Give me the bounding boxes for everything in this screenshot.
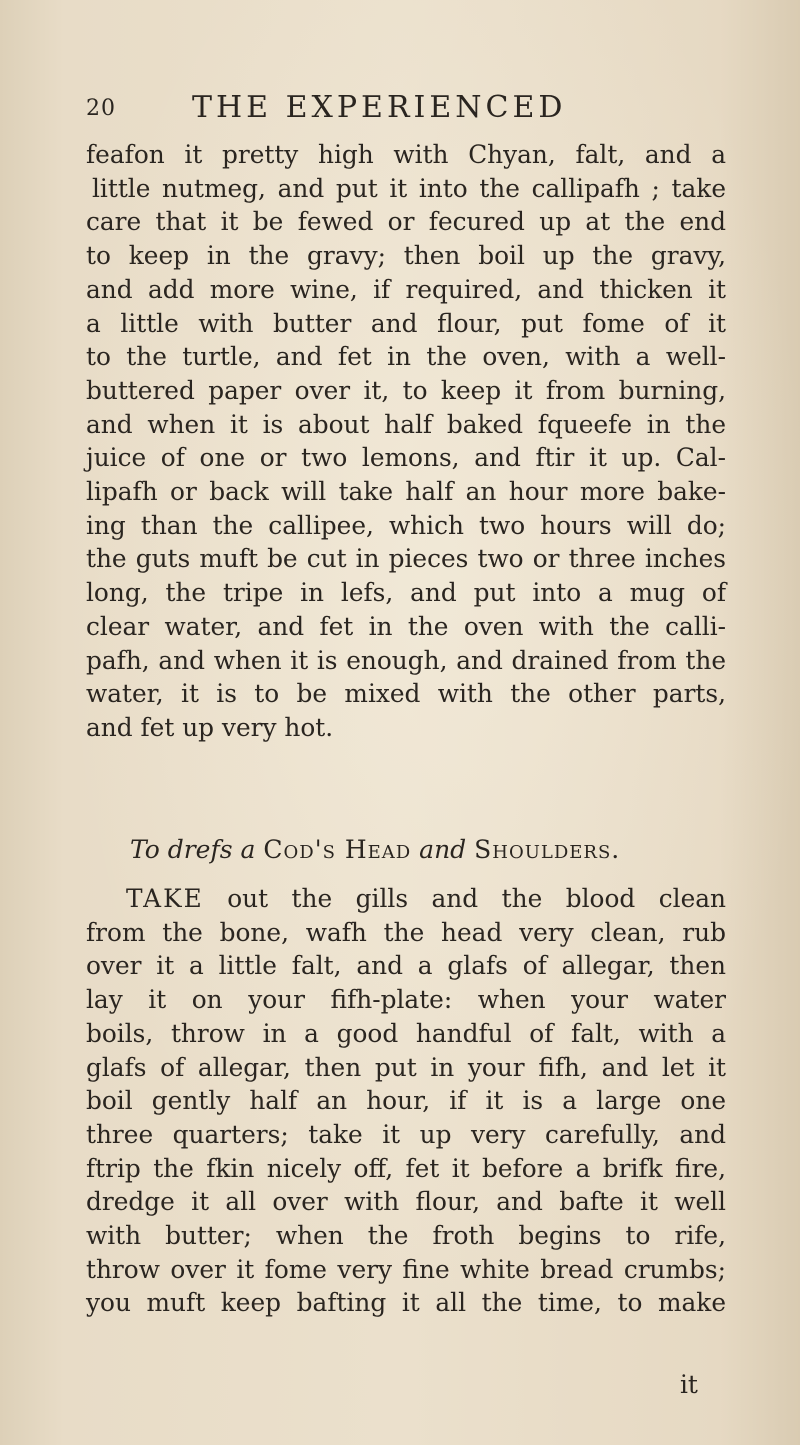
text-line: pafh, and when it is enough, and drained from the (86, 645, 726, 675)
text-line: from the bone, wafh the head very clean, rub (86, 917, 726, 947)
text-line: with butter; when the froth begins to rife, (86, 1221, 726, 1251)
paragraph-turtle-continued (86, 138, 726, 745)
text-line: water, it is to be mixed with the other parts, (86, 679, 726, 709)
recipe-title (130, 835, 690, 864)
text-line: lay it on your fifh-plate: when your water (86, 985, 726, 1015)
text-line: and fet up very hot. (86, 712, 334, 742)
text-line: care that it be fewed or fecured up at the end (86, 207, 726, 237)
text-line: to keep in the gravy; then boil up the gravy, (86, 241, 726, 271)
text-line: you muft keep bafting it all the time, to make (86, 1288, 726, 1318)
text-line: a little with butter and flour, put fome of it (86, 308, 726, 338)
recipe-title-cods-head: Cod's Head (263, 835, 412, 864)
running-head: THE EXPERIENCED (192, 90, 567, 125)
text-line: buttered paper over it, to keep it from burning, (86, 375, 726, 405)
text-line: throw over it fome very fine white bread crumbs; (86, 1254, 726, 1284)
text-line: clear water, and fet in the oven with the calli- (86, 611, 726, 641)
text-line: little nutmeg, and put it into the callipafh ; take (92, 173, 726, 203)
text-line: the guts muft be cut in pieces two or three inches (86, 544, 726, 574)
paragraph-cods-head-recipe (86, 882, 726, 1320)
text-line: lipafh or back will take half an hour more bake- (86, 477, 726, 507)
text-line: long, the tripe in lefs, and put into a mug of (86, 578, 726, 608)
text-line: dredge it all over with flour, and bafte it well (86, 1187, 726, 1217)
recipe-title-italic: To drefs a (130, 835, 264, 864)
text-line: boils, throw in a good handful of falt, with a (86, 1018, 726, 1048)
opening-word: TAKE (126, 884, 204, 913)
recipe-title-shoulders: Shoulders. (474, 835, 621, 864)
text-line: glafs of allegar, then put in your fifh, and let it (86, 1052, 726, 1082)
page-number: 20 (86, 96, 116, 121)
text-line (86, 882, 726, 916)
page-header (0, 90, 800, 130)
text-line: ing than the callipee, which two hours will do; (86, 510, 726, 540)
text-line: boil gently half an hour, if it is a large one (86, 1086, 726, 1116)
text-line: ftrip the fkin nicely off, fet it before a brifk fire, (86, 1153, 726, 1183)
opening-line-rest: out the gills and the blood clean (203, 884, 726, 913)
text-line: over it a little falt, and a glafs of allegar, then (86, 951, 726, 981)
text-line: juice of one or two lemons, and ftir it up. Cal- (86, 443, 726, 473)
text-line: to the turtle, and fet in the oven, with a well- (86, 342, 726, 372)
text-line: and add more wine, if required, and thicken it (86, 274, 726, 304)
recipe-title-and: and (411, 835, 475, 864)
text-line: three quarters; take it up very carefully, and (86, 1119, 726, 1149)
catchword: it (680, 1370, 698, 1399)
text-line: feafon it pretty high with Chyan, falt, and a (86, 140, 726, 169)
text-line: and when it is about half baked fqueefe in the (86, 409, 726, 439)
